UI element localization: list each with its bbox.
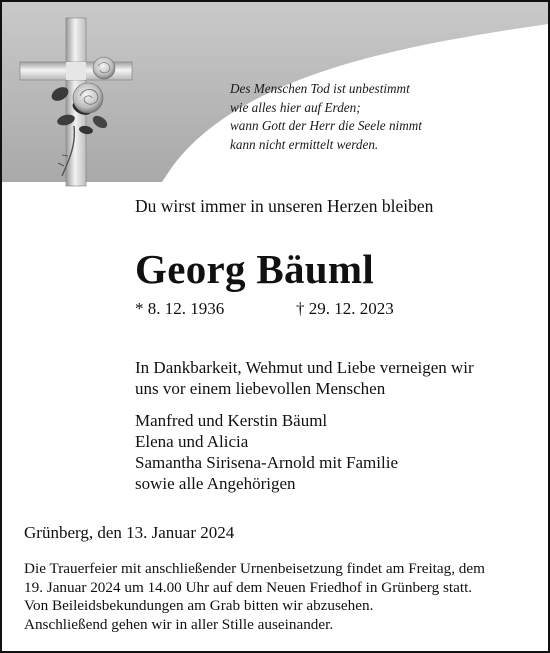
memorial-poem: [230, 80, 422, 154]
poem-line: wie alles hier auf Erden;: [230, 99, 361, 115]
mourner-entry: Samantha Sirisena-Arnold mit Familie: [135, 453, 398, 472]
notice-line: Von Beileidsbekundungen am Grab bitten wir abzusehen.: [24, 597, 374, 615]
mourners-list: [135, 410, 398, 494]
notice-line: Die Trauerfeier mit anschließender Urnenbeisetzung findet am Freitag, dem: [24, 560, 485, 577]
mourner-entry: sowie alle Angehörigen: [135, 474, 296, 493]
gratitude-text: [135, 357, 474, 399]
mourner-entry: Elena und Alicia: [135, 432, 249, 451]
poem-line: Des Menschen Tod ist unbestimmt: [230, 81, 410, 96]
birth-date: * 8. 12. 1936: [135, 299, 225, 318]
place-and-date: Grünberg, den 13. Januar 2024: [24, 523, 235, 542]
notice-line: Anschließend gehen wir in aller Stille auseinander.: [24, 616, 334, 634]
deceased-name: Georg Bäuml: [135, 246, 375, 292]
gratitude-line: In Dankbarkeit, Wehmut und Liebe verneigen wir: [135, 358, 474, 377]
death-date: † 29. 12. 2023: [296, 299, 394, 318]
poem-line: kann nicht ermittelt werden.: [230, 136, 379, 152]
intro-line: Du wirst immer in unseren Herzen bleiben: [135, 196, 434, 216]
poem-line: wann Gott der Herr die Seele nimmt: [230, 118, 422, 134]
funeral-notice: [24, 560, 485, 635]
cross-with-rose-icon: [16, 16, 136, 188]
mourner-entry: Manfred und Kerstin Bäuml: [135, 411, 328, 430]
notice-line: 19. Januar 2024 um 14.00 Uhr auf dem Neuen Friedhof in Grünberg statt.: [24, 578, 473, 596]
gratitude-line: uns vor einem liebevollen Menschen: [135, 379, 386, 398]
